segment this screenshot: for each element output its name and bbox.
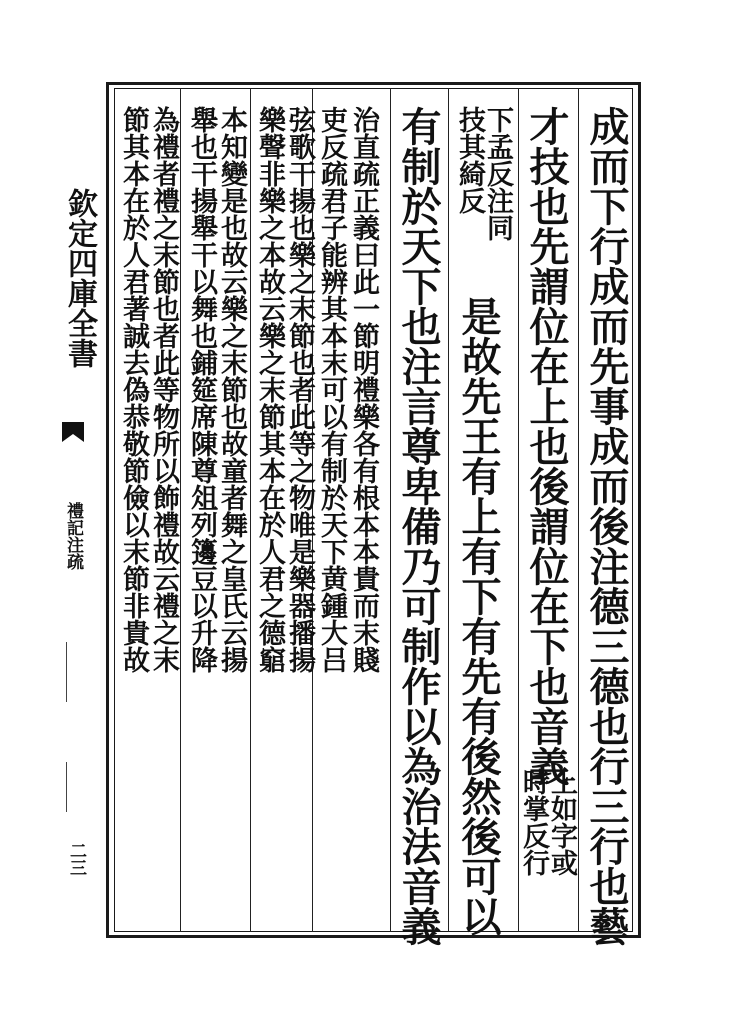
text-column-3-main: 是故先王有上有下有先有後然後可以 (455, 296, 502, 936)
text-column-2-note-left: 時掌反行 (518, 768, 549, 876)
column-rule (390, 88, 391, 932)
text-column-7-left: 舉也干揚舉干以舞也鋪筵席陳尊俎列籩豆以升降 (186, 106, 217, 673)
page-number: 二三 (66, 842, 86, 876)
book-title: 欽定四庫全書 (62, 188, 97, 368)
text-column-5-left: 吏反疏君子能辨其本末可以有制於天下黄鍾大吕 (316, 106, 347, 673)
text-column-8-right: 為禮者禮之末節也者此等物所以飾禮故云禮之末 (148, 106, 179, 673)
column-rule (578, 88, 579, 932)
fish-tail-mark-icon (62, 422, 84, 442)
column-rule (180, 88, 181, 932)
text-column-8-left: 節其本在於人君著誠去偽恭敬節儉以末節非貴故 (118, 106, 149, 673)
text-column-3-note-left: 技其綺反 (454, 106, 485, 214)
column-rule (250, 88, 251, 932)
text-column-2-main: 才技也先謂位在上也後謂位在下也音義 (523, 106, 570, 786)
margin-rule (66, 762, 67, 812)
text-column-6-left: 樂聲非樂之本故云樂之末節其本在於人君之德竆 (254, 106, 285, 673)
page-margin (0, 82, 106, 938)
text-column-4: 有制於天下也注言尊卑備乃可制作以為治法音義 (395, 106, 442, 946)
margin-rule (66, 642, 67, 702)
text-column-7-right: 本知變是也故云樂之末節也故童者舞之皇氏云揚 (216, 106, 247, 673)
text-column-2-note-right: 上如字或 (546, 768, 577, 876)
chapter-title: 禮記注疏 (63, 502, 83, 570)
text-column-3-note-right: 下孟反注同 (482, 106, 513, 241)
column-rule (448, 88, 449, 932)
text-column-1: 成而下行成而先事成而後注德三德也行三行也藝 (583, 106, 630, 946)
text-column-5-right: 治直疏正義曰此一節明禮樂各有根本本貴而末賤 (348, 106, 379, 673)
text-column-6-right: 弦歌干揚也樂之末節也者此等之物唯是樂器播揚 (284, 106, 315, 673)
